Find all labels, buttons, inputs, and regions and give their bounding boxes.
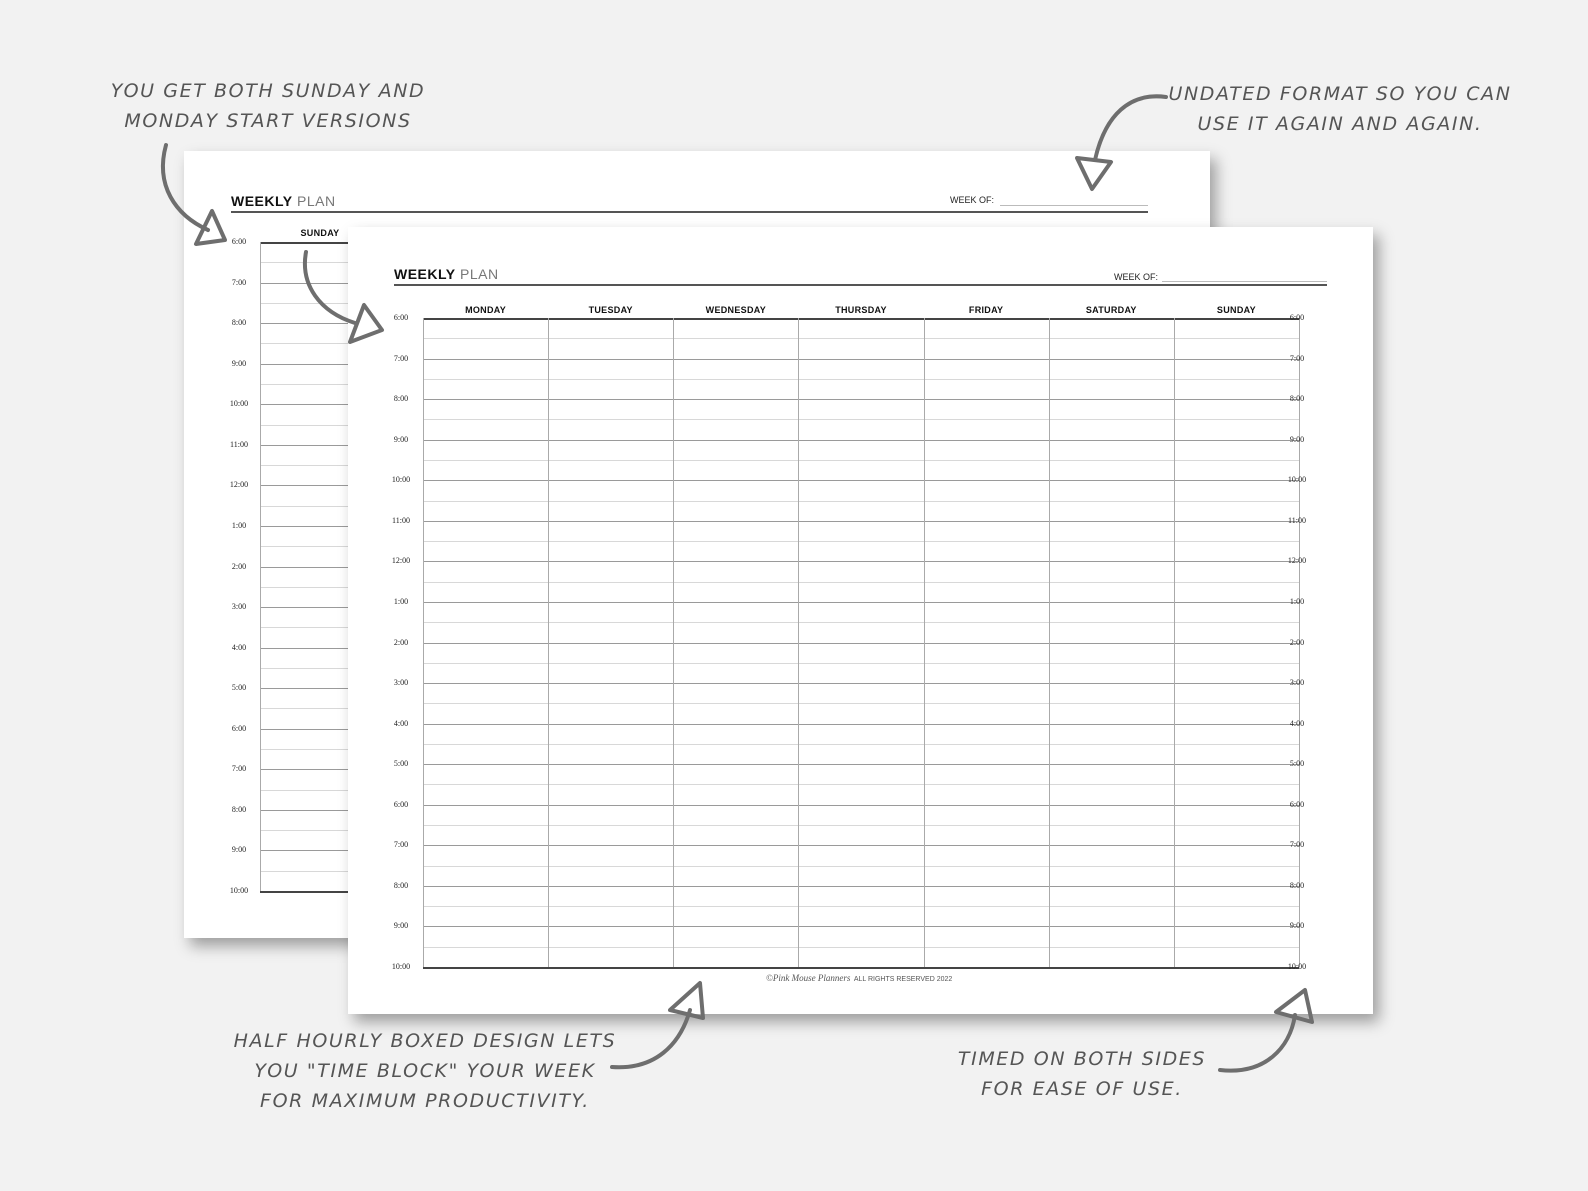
brand-logo: ©Pink Mouse Planners [766,973,851,983]
arrow-icon [163,145,225,244]
time-label: 9:00 [393,434,409,444]
time-label: 7:00 [231,277,247,287]
time-label: 10:00 [229,886,249,895]
time-label: 8:00 [231,318,247,328]
copyright-text: ALL RIGHTS RESERVED 2022 [853,976,953,983]
time-label: 10:00 [391,962,411,971]
time-label: 3:00 [231,602,247,612]
time-label: 6:00 [1289,799,1305,809]
arrow-icon [1077,96,1166,189]
time-label: 7:00 [231,764,247,774]
time-label: 12:00 [1287,556,1307,566]
annotation-line: YOU "TIME BLOCK" YOUR WEEK [254,1060,596,1082]
time-label: 9:00 [393,921,409,931]
time-label: 11:00 [230,439,248,449]
time-label: 7:00 [393,840,409,850]
time-label: 7:00 [1289,353,1305,363]
time-label: 4:00 [231,642,247,652]
day-header-thursday: THURSDAY [835,305,887,315]
time-label: 5:00 [1289,759,1305,769]
time-label: 2:00 [231,561,247,571]
title-bold: WEEKLY [394,266,456,282]
week-of-label: WEEK OF: [1114,272,1159,282]
time-label: 5:00 [231,683,247,693]
time-label: 9:00 [231,358,247,368]
arrow-icon [305,252,382,342]
time-label: 4:00 [393,718,409,728]
time-label: 11:00 [392,515,410,525]
time-label: 9:00 [1289,921,1305,931]
time-label: 6:00 [231,723,247,733]
day-header-sunday: SUNDAY [300,228,340,238]
time-label: 6:00 [393,799,409,809]
time-label: 9:00 [1289,434,1305,444]
day-header-tuesday: TUESDAY [588,305,633,315]
time-label: 6:00 [1289,313,1305,322]
time-label: 11:00 [1288,515,1306,525]
arrow-icon [1220,990,1312,1071]
time-label: 7:00 [1289,840,1305,850]
time-label: 8:00 [393,880,409,890]
time-label: 6:00 [231,237,247,246]
time-label: 10:00 [1287,962,1307,971]
time-label: 3:00 [393,678,409,688]
week-of-label: WEEK OF: [950,195,995,205]
annotation-line: MONDAY START VERSIONS [124,110,412,132]
annotation-line: FOR EASE OF USE. [981,1078,1183,1100]
title-light: PLAN [297,193,336,209]
arrow-icon [612,983,703,1067]
day-header-monday: MONDAY [465,305,507,315]
title-light: PLAN [460,266,499,282]
time-label: 6:00 [393,313,409,322]
time-label: 8:00 [1289,880,1305,890]
time-label: 10:00 [1287,475,1307,485]
time-label: 8:00 [231,804,247,814]
day-header-sunday: SUNDAY [1216,305,1256,315]
time-label: 4:00 [1289,718,1305,728]
annotation-line: TIMED ON BOTH SIDES [957,1048,1207,1070]
time-label: 10:00 [229,399,249,409]
annotation-line: USE IT AGAIN AND AGAIN. [1197,113,1483,135]
time-label: 3:00 [1289,678,1305,688]
annotation-line: UNDATED FORMAT SO YOU CAN [1168,83,1512,105]
annotation-line: HALF HOURLY BOXED DESIGN LETS [233,1030,617,1052]
time-label: 7:00 [393,353,409,363]
day-header-friday: FRIDAY [968,305,1004,315]
time-label: 1:00 [393,596,409,606]
title-bold: WEEKLY [231,193,293,209]
time-label: 2:00 [393,637,409,647]
time-label: 2:00 [1289,637,1305,647]
time-label: 1:00 [1289,596,1305,606]
annotation-line: YOU GET BOTH SUNDAY AND [110,80,426,102]
time-label: 12:00 [391,556,411,566]
day-header-saturday: SATURDAY [1085,305,1137,315]
time-label: 8:00 [393,394,409,404]
time-label: 10:00 [391,475,411,485]
time-label: 1:00 [231,520,247,530]
time-label: 9:00 [231,845,247,855]
time-label: 5:00 [393,759,409,769]
day-header-wednesday: WEDNESDAY [705,305,767,315]
time-label: 8:00 [1289,394,1305,404]
time-label: 12:00 [229,480,249,490]
annotation-line: FOR MAXIMUM PRODUCTIVITY. [260,1090,590,1112]
